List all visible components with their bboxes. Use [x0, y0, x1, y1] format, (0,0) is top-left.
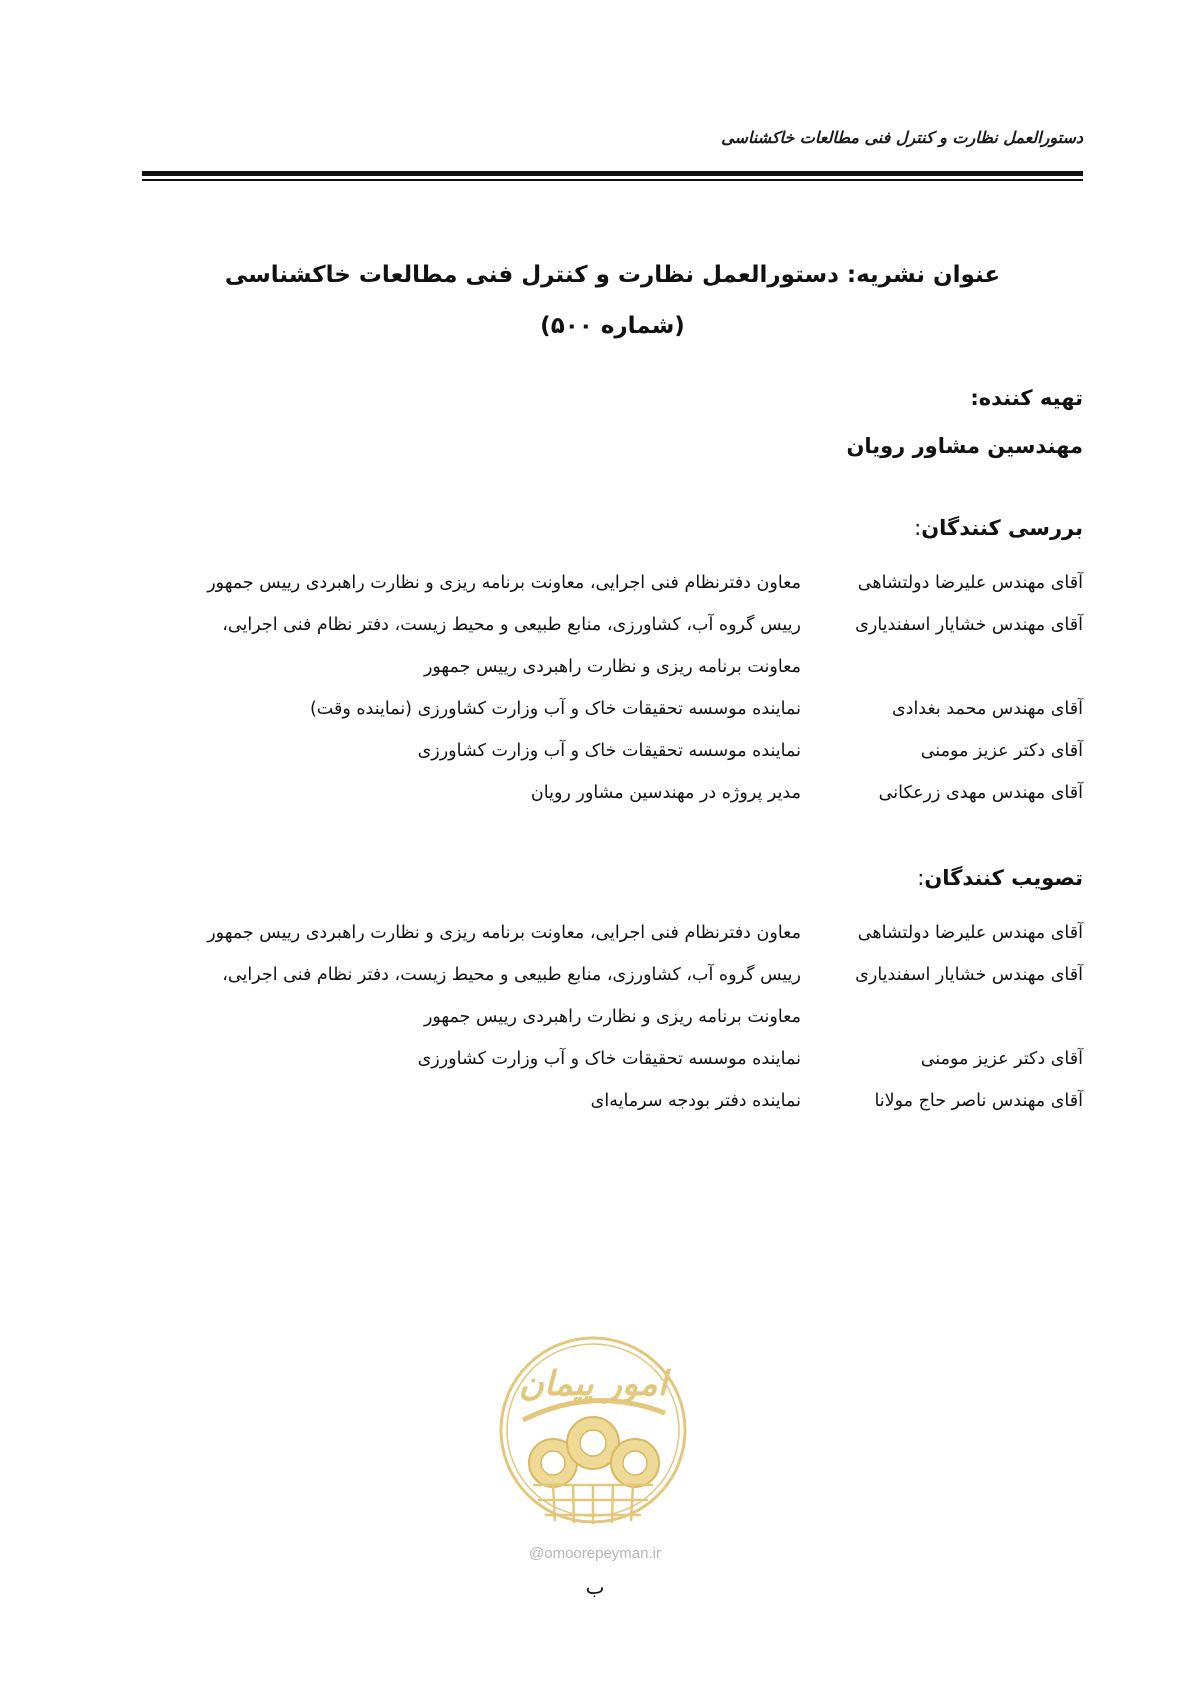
approver-name: آقای مهندس ناصر حاج مولانا: [874, 1091, 1083, 1111]
reviewer-row: [142, 573, 1083, 603]
approver-row: [142, 923, 1083, 953]
reviewer-role-continued: معاونت برنامه ریزی و نظارت راهبردی رییس جمهور: [423, 657, 801, 677]
approver-role: نماینده دفتر بودجه سرمایه‌ای: [590, 1091, 801, 1111]
reviewer-name: آقای مهندس علیرضا دولتشاهی: [857, 573, 1083, 593]
reviewer-row: [142, 783, 1083, 813]
publication-title: عنوان نشریه: دستورالعمل نظارت و کنترل فنی مطالعات خاکشناسی: [224, 262, 1001, 288]
reviewer-name: آقای دکتر عزیز مومنی: [920, 741, 1083, 761]
reviewer-row: [142, 657, 1083, 687]
approvers-label: تصویب کنندگان:: [917, 866, 1083, 890]
approver-role-continued: معاونت برنامه ریزی و نظارت راهبردی رییس جمهور: [423, 1007, 801, 1027]
reviewer-name: آقای مهندس مهدی زرعکانی: [878, 783, 1083, 803]
approver-row: [142, 1091, 1083, 1121]
reviewer-role: نماینده موسسه تحقیقات خاک و آب وزارت کشاورزی: [417, 741, 801, 761]
reviewer-role: مدیر پروژه در مهندسین مشاور رویان: [530, 783, 801, 803]
header-rule-thin: [142, 179, 1083, 181]
reviewer-role: نماینده موسسه تحقیقات خاک و آب وزارت کشاورزی (نماینده وقت): [309, 699, 801, 719]
watermark-site: @omoorepeyman.ir: [529, 1545, 661, 1562]
reviewer-role: رییس گروه آب، کشاورزی، منابع طبیعی و محیط زیست، دفتر نظام فنی اجرایی،: [222, 615, 801, 635]
approver-row: [142, 965, 1083, 995]
approver-name: آقای مهندس خشایار اسفندیاری: [855, 965, 1083, 985]
seal-logo-text: امور پیمان: [518, 1364, 668, 1404]
approver-row: [142, 1007, 1083, 1037]
approver-role: نماینده موسسه تحقیقات خاک و آب وزارت کشاورزی: [417, 1049, 801, 1069]
reviewer-row: [142, 741, 1083, 771]
reviewer-name: آقای مهندس محمد بغدادی: [891, 699, 1083, 719]
approver-name: آقای دکتر عزیز مومنی: [920, 1049, 1083, 1069]
running-header: دستورالعمل نظارت و کنترل فنی مطالعات خاکشناسی: [721, 128, 1083, 147]
approver-name: آقای مهندس علیرضا دولتشاهی: [857, 923, 1083, 943]
header-rule-thick: [142, 171, 1083, 176]
approver-role: معاون دفترنظام فنی اجرایی، معاونت برنامه ریزی و نظارت راهبردی رییس جمهور: [207, 923, 801, 943]
watermark-seal-icon: [493, 1325, 693, 1545]
page-number: ب: [585, 1575, 605, 1599]
approver-row: [142, 1049, 1083, 1079]
reviewers-label: بررسی کنندگان:: [914, 516, 1083, 540]
reviewer-role: معاون دفترنظام فنی اجرایی، معاونت برنامه ریزی و نظارت راهبردی رییس جمهور: [207, 573, 801, 593]
publication-number: (شماره ۵۰۰): [540, 313, 685, 339]
approver-role: رییس گروه آب، کشاورزی، منابع طبیعی و محیط زیست، دفتر نظام فنی اجرایی،: [222, 965, 801, 985]
reviewer-name: آقای مهندس خشایار اسفندیاری: [855, 615, 1083, 635]
preparer-label: تهیه کننده:: [970, 386, 1083, 410]
reviewer-row: [142, 699, 1083, 729]
preparer-name: مهندسین مشاور رویان: [846, 434, 1083, 458]
reviewer-row: [142, 615, 1083, 645]
